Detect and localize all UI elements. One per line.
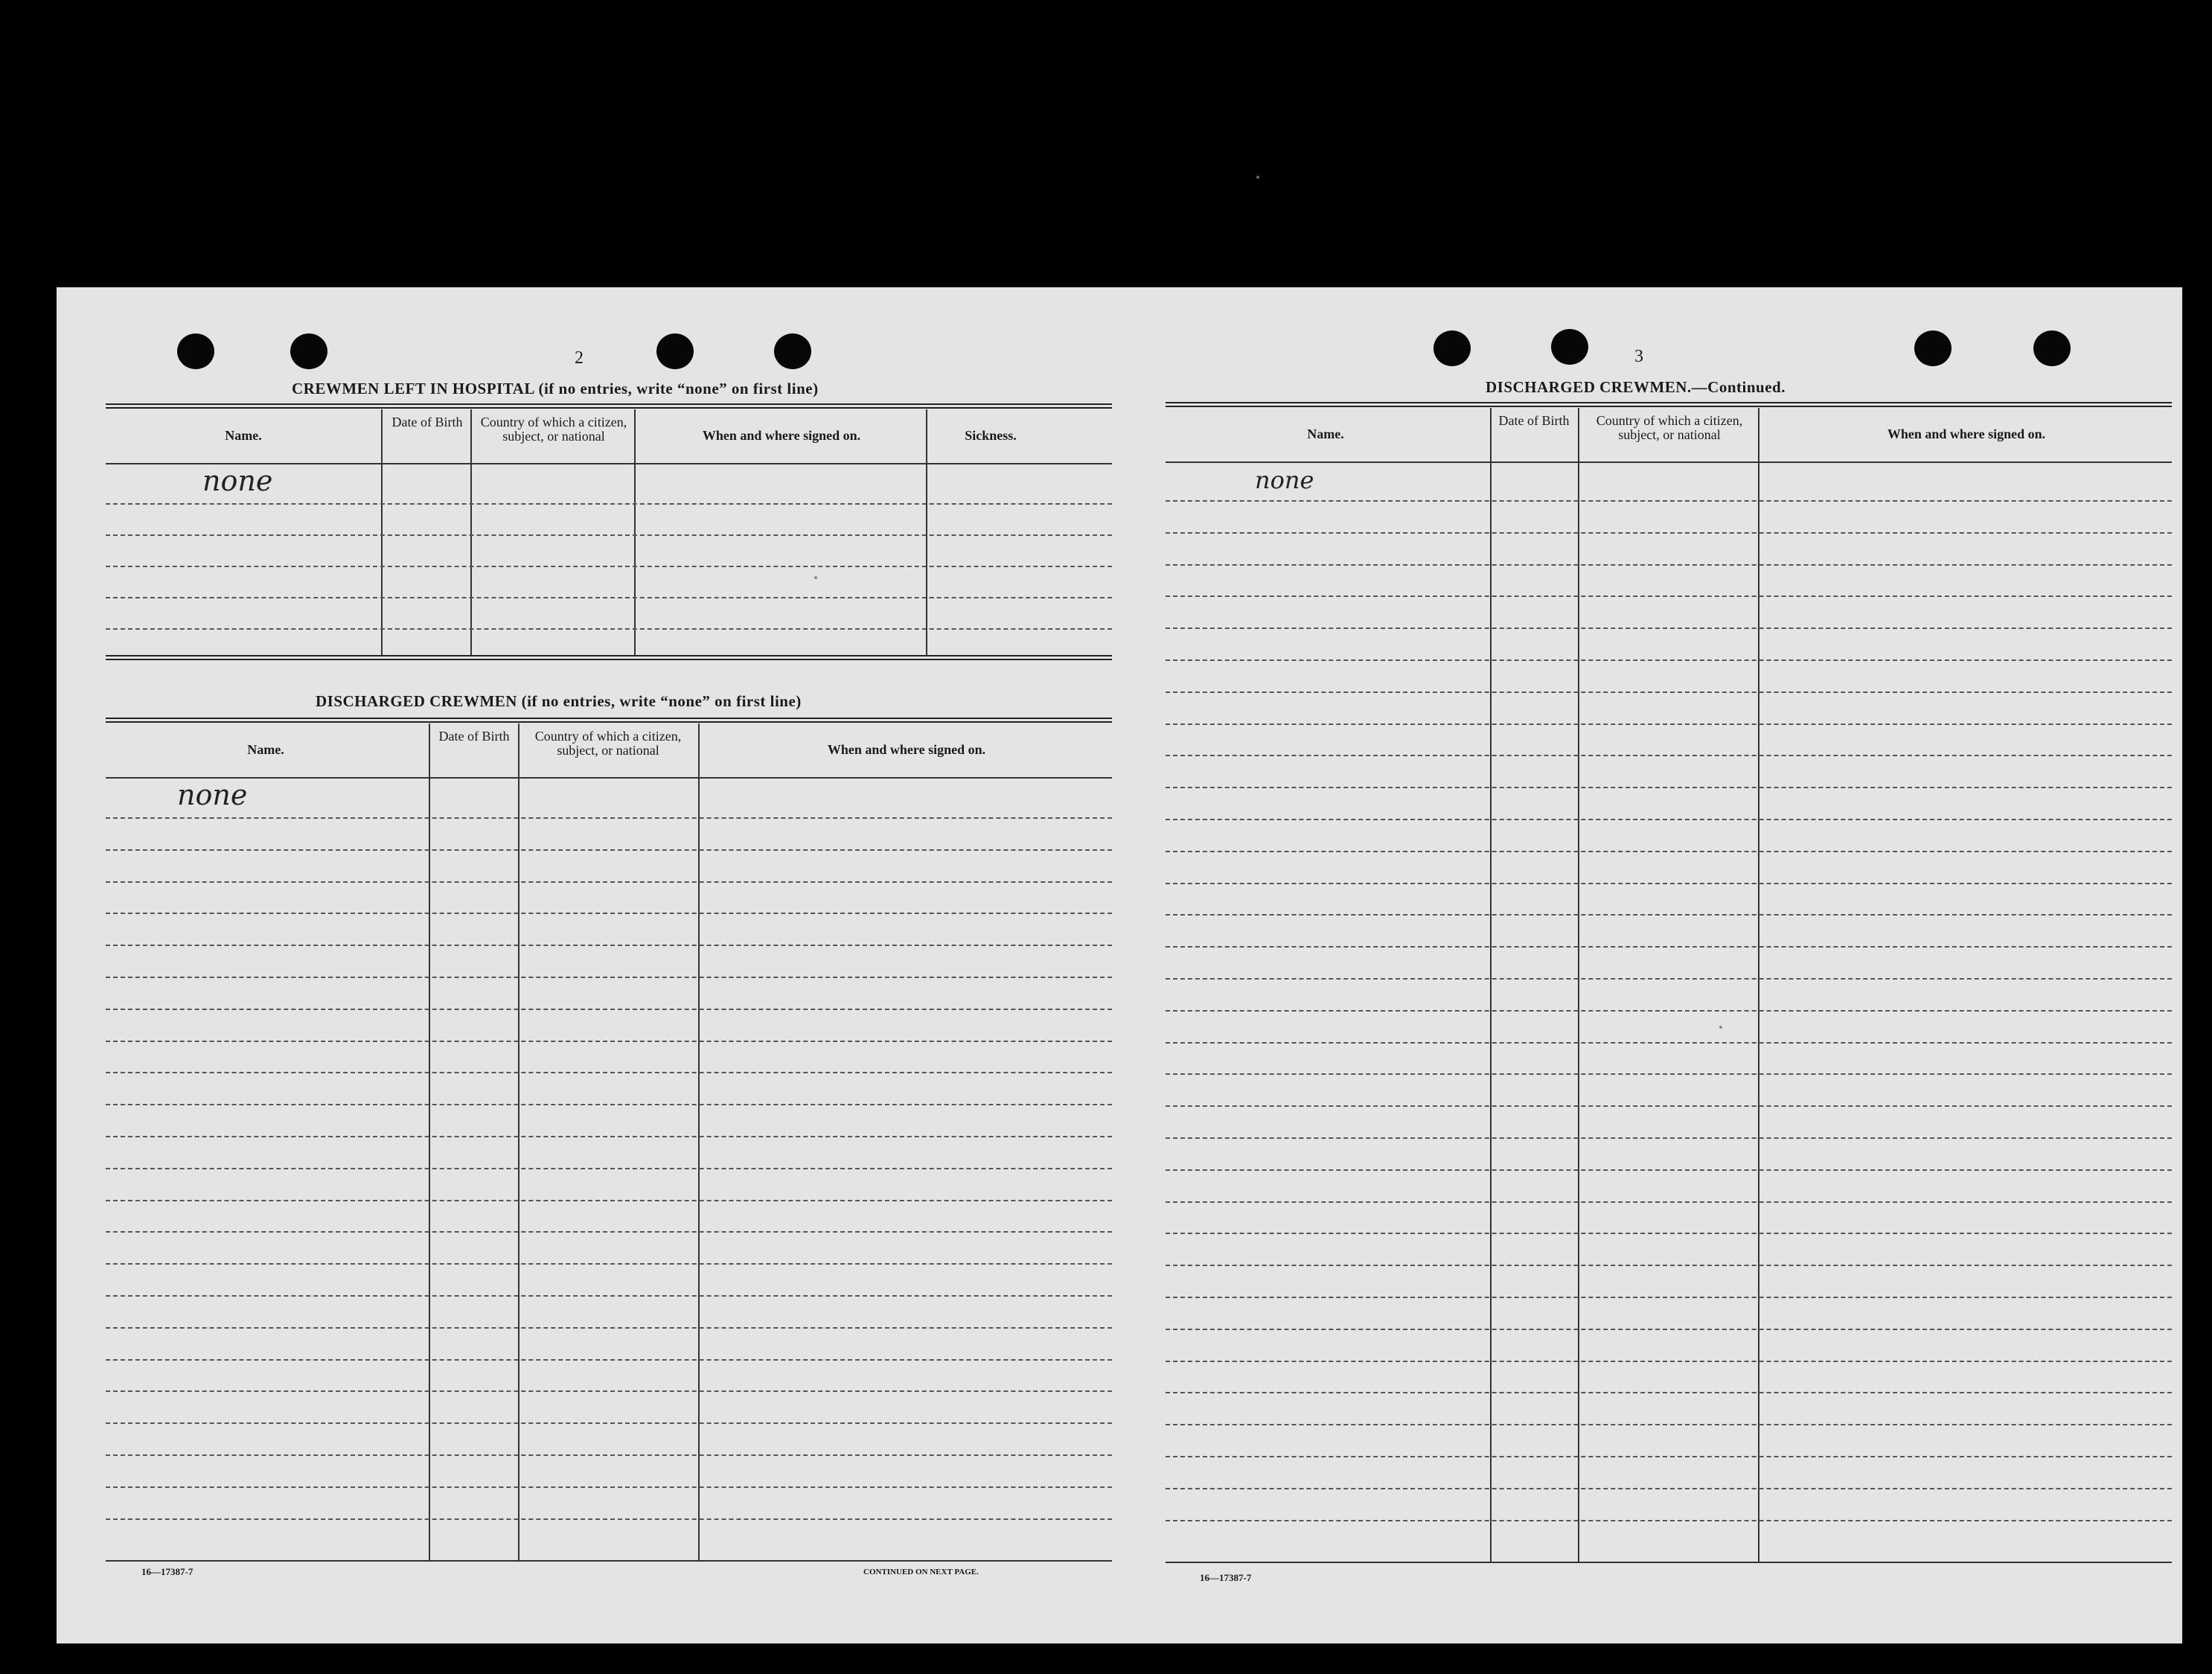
form-row-line [1166,819,2172,820]
form-row-line [1166,1169,2172,1171]
hospital-table-top-rule [106,403,1112,409]
form-row-line [106,913,1112,914]
discharged-table-bottom-rule [106,1560,1112,1562]
hospital-col-divider [926,409,927,655]
form-row-line [106,1168,1112,1169]
form-row-line [1166,691,2172,693]
form-row-line [1166,1105,2172,1107]
form-row-line [1166,1456,2172,1457]
form-row-line [1166,755,2172,756]
form-row-line [1166,1392,2172,1393]
punch-hole [290,333,327,369]
discharged-section-title: DISCHARGED CREWMEN (if no entries, write “none” on first line) [316,692,802,710]
form-number-right: 16—17387-7 [1200,1572,1252,1583]
right-table-bottom-rule [1166,1562,2172,1563]
hospital-col-divider [634,409,636,655]
discharged-table-top-rule [106,718,1112,723]
form-row-line [1166,1297,2172,1298]
form-row-line [1166,627,2172,629]
form-row-line [106,1454,1112,1456]
punch-hole [1914,330,1952,366]
form-row-line [106,1072,1112,1073]
discharged-col-name: Name. [247,742,284,757]
continued-note: CONTINUED ON NEXT PAGE. [863,1568,979,1576]
form-row-line [1166,1137,2172,1139]
right-col-dob: Date of Birth [1498,413,1570,428]
hospital-col-signed-on: When and where signed on. [702,428,861,443]
hospital-row-line [106,503,1112,505]
hospital-row-line [106,534,1112,536]
form-row-line [106,1518,1112,1520]
form-row-line [1166,500,2172,502]
form-row-line [1166,532,2172,534]
form-row-line [106,1390,1112,1392]
form-row-line [1166,1424,2172,1425]
punch-hole [2033,330,2071,366]
form-row-line [1166,659,2172,661]
right-col-name: Name. [1307,427,1344,441]
right-table-top-rule [1166,402,2172,407]
punch-hole [177,333,214,369]
form-row-line [1166,1520,2172,1521]
right-col-divider [1578,408,1579,1562]
hospital-row-line [106,566,1112,567]
form-row-line [1166,978,2172,980]
form-row-line [1166,946,2172,948]
right-entry-handwritten: none [1255,466,1314,494]
discharged-col-dob: Date of Birth [438,729,510,744]
page-number-left: 2 [575,348,584,368]
form-row-line [106,1295,1112,1297]
discharged-col-country: Country of which a citizen, subject, or national [534,729,682,758]
hospital-section-title: CREWMEN LEFT IN HOSPITAL (if no entries, write “none” on first line) [292,380,819,397]
right-col-country: Country of which a citizen, subject, or national [1596,413,1743,442]
discharged-entry-handwritten: none [177,779,248,811]
form-row-line [1166,1233,2172,1234]
hospital-col-country: Country of which a citizen, subject, or national [480,415,627,444]
form-row-line [106,1263,1112,1265]
hospital-row-line [106,628,1112,630]
form-row-line [1166,1361,2172,1362]
form-row-line [1166,1073,2172,1075]
form-row-line [1166,851,2172,852]
hospital-entry-handwritten: none [202,464,273,497]
right-header-rule [1166,461,2172,463]
paper-speck [1719,1026,1722,1029]
form-row-line [106,1359,1112,1361]
form-row-line [1166,595,2172,597]
form-row-line [1166,1329,2172,1330]
form-row-line [106,1041,1112,1042]
form-row-line [106,1009,1112,1010]
form-row-line [1166,883,2172,884]
punch-hole [1551,329,1588,365]
form-row-line [106,1104,1112,1105]
hospital-row-line [106,597,1112,598]
form-row-line [106,1327,1112,1329]
form-row-line [1166,1488,2172,1489]
form-row-line [106,977,1112,978]
form-row-line [1166,1201,2172,1203]
form-row-line [1166,1042,2172,1044]
form-row-line [1166,1010,2172,1012]
hospital-col-dob: Date of Birth [391,415,463,429]
form-row-line [1166,914,2172,916]
discharged-col-signed-on: When and where signed on. [827,742,986,757]
form-row-line [106,1136,1112,1137]
hospital-col-sickness: Sickness. [965,428,1017,443]
right-col-divider [1490,408,1492,1562]
hospital-col-divider [470,409,472,655]
form-number-left: 16—17387-7 [141,1566,194,1577]
form-row-line [106,945,1112,946]
form-row-line [106,1200,1112,1201]
discharged-header-rule [106,777,1112,779]
page-number-right: 3 [1634,347,1643,366]
form-row-line [1166,1265,2172,1266]
punch-hole [1433,330,1471,366]
right-col-divider [1758,408,1759,1562]
hospital-table-bottom-rule [106,655,1112,660]
right-col-signed-on: When and where signed on. [1887,427,2046,441]
punch-hole [774,333,811,369]
form-row-line [106,849,1112,851]
form-row-line [1166,723,2172,725]
hospital-col-divider [381,409,383,655]
punch-hole [656,333,694,369]
background-speck [1256,176,1259,179]
hospital-col-name: Name. [225,428,262,443]
form-row-line [106,817,1112,819]
form-row-line [1166,787,2172,788]
discharged-continued-title: DISCHARGED CREWMEN.—Continued. [1486,378,1786,396]
form-sheet [57,287,2182,1643]
form-row-line [106,881,1112,883]
form-row-line [106,1422,1112,1424]
paper-speck [814,576,817,579]
form-row-line [106,1231,1112,1233]
form-row-line [106,1486,1112,1488]
form-row-line [1166,564,2172,566]
